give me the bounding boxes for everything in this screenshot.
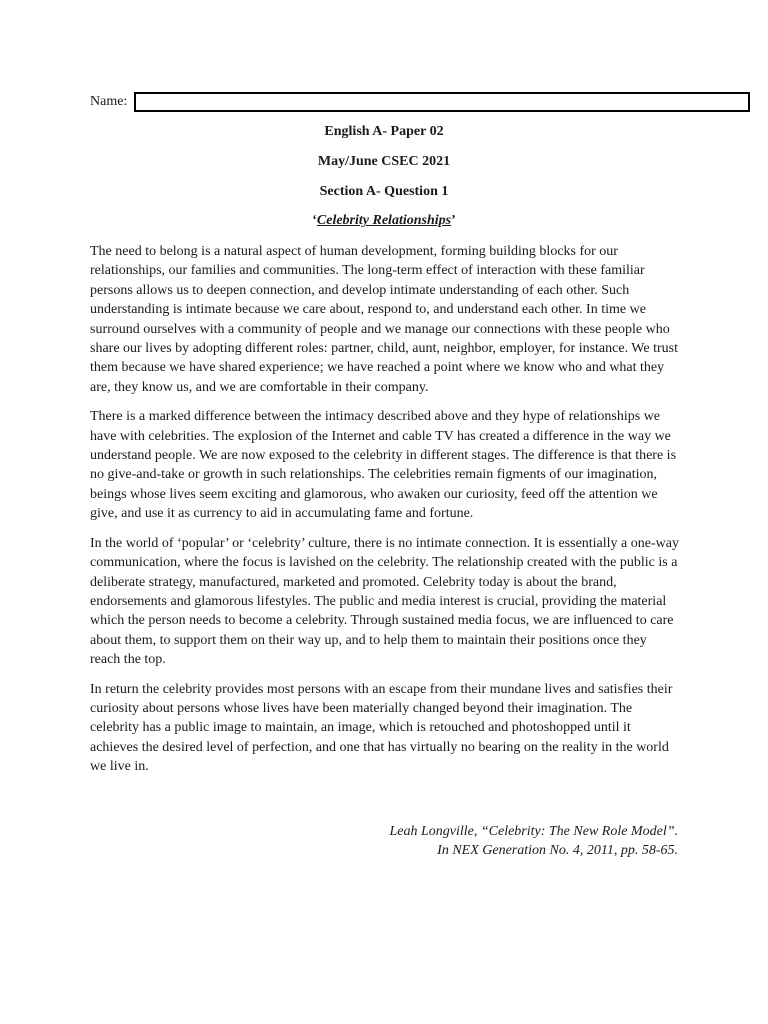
source-citation xyxy=(90,822,678,861)
paragraph-2: There is a marked difference between the intimacy described above and they hype of relationships we have with celebrities. The explosion of the Internet and cable TV has created a difference in the way we understand people. We are now exposed to the celebrity in different stages. The difference is that there is no give-and-take or growth in such relationships. The celebrities remain figments of our imagination, beings whose lives seem exciting and glamorous, who awaken our curiosity, feed off the attention we give, and use it as currency to aid in accumulating fame and fortune. xyxy=(90,409,677,522)
title-open-quote: ‘ xyxy=(312,213,317,228)
section-question: Section A- Question 1 xyxy=(319,184,449,199)
name-row xyxy=(90,92,750,112)
exam-session: May/June CSEC 2021 xyxy=(317,154,451,169)
passage-body xyxy=(90,242,680,787)
citation-publication: In NEX Generation No. 4, 2011, pp. 58-65. xyxy=(437,843,678,859)
paragraph-4: In return the celebrity provides most persons with an escape from their mundane lives and satisfies their curiosity about persons whose lives have been materially changed beyond their imagination. The celebrity has a public image to maintain, an image, which is retouched and photoshopped until it achieves the desired level of perfection, and one that has virtually no bearing on the reality in the world we live in. xyxy=(90,681,673,775)
passage-title xyxy=(90,212,678,230)
paragraph-1: The need to belong is a natural aspect of human development, forming building blocks for our relationships, our families and communities. The long-term effect of interaction with these familiar persons allows us to deepen connection, and develop intimate understanding of each other. Such understanding is intimate because we care about, respond to, and understand each other. In time we surround ourselves with a community of people and we manage our connections with these people who share our lives by adopting different roles: partner, child, aunt, neighbor, employer, for instance. We trust them because we have shared experience; we have reached a point where we know who and what they are, they know us, and we are comfortable in their company. xyxy=(90,244,679,395)
paper-title: English A- Paper 02 xyxy=(324,124,444,139)
citation-author-title: Leah Longville, “Celebrity: The New Role Model”. xyxy=(389,824,678,839)
name-label: Name: xyxy=(90,94,128,109)
name-field[interactable] xyxy=(134,92,750,112)
title-close-quote: ’ xyxy=(451,213,456,228)
passage-title-text: Celebrity Relationships xyxy=(316,213,452,228)
paragraph-3: In the world of ‘popular’ or ‘celebrity’ culture, there is no intimate connection. It is essentially a one-way communication, where the focus is lavished on the celebrity. The relationship created with the public is a deliberate strategy, manufactured, marketed and promoted. Celebrity today is about the brand, endorsements and glamorous lifestyles. The public and media interest is crucial, providing the material which the person needs to become a celebrity. Through sustained media focus, we are influenced to care about them, to support them on their way up, and to help them to maintain their positions once they reach the top. xyxy=(90,535,679,668)
